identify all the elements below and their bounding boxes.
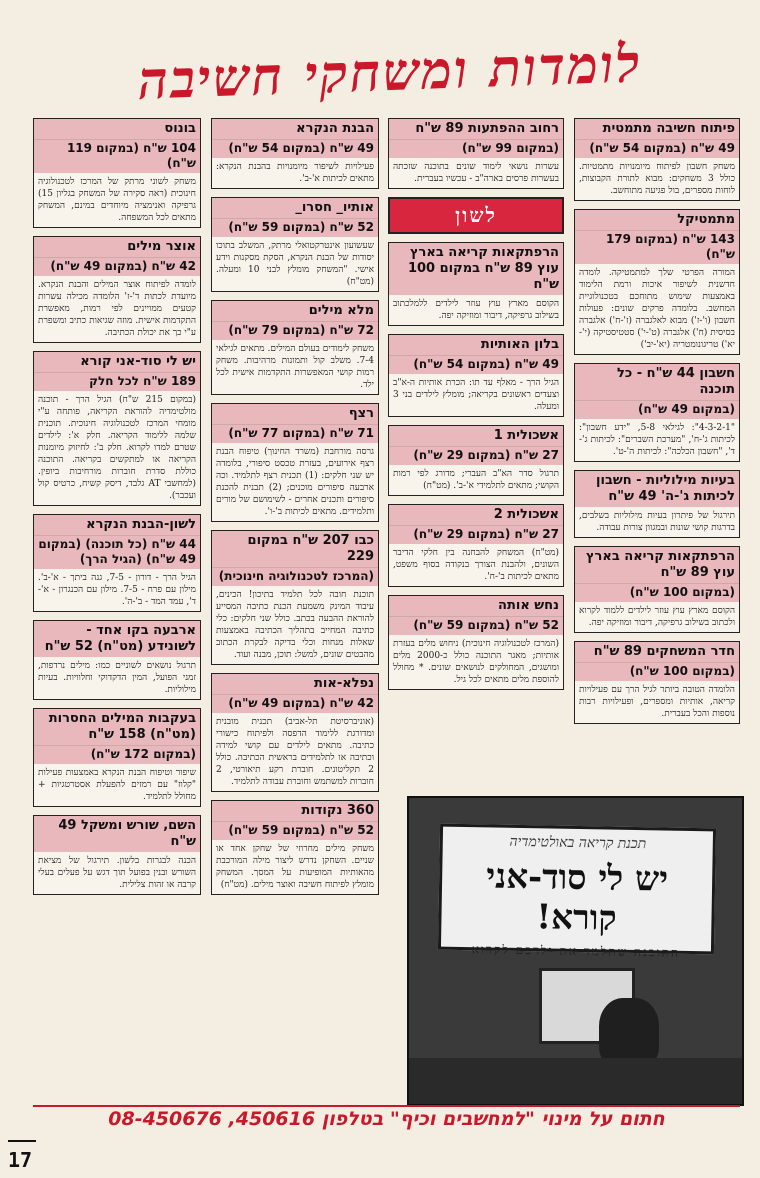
product-title: נחש אותה	[389, 596, 563, 616]
product-card	[33, 351, 201, 506]
product-title: הבנת הנקרא	[212, 119, 378, 139]
product-description: משחק לימודים בעולם המילים. מתאים לגילאי 7-4. משלב קול ותמונות מרהיבות. משחק רמות קושי המאפשרות התקדמות אישית לכל ילד.	[216, 344, 374, 390]
product-description: תרגול סדר הא"ב העברי; מדורג לפי רמות הקושי; מתאים לתלמידי א'-ב'. (מט"ח)	[393, 469, 559, 491]
product-description: (אוניברסיטת תל-אביב) תכנית מובנית ומדורגת ללימוד הדפסה ולפיתוח כישורי כתיבה. מתאים לילדים עם קושי למידה וכתיבה או לתלמידים בראשית הכתיבה. כולל 2 תקליטונים. חוברת רקע תיאורטי, 2 חוברות למשתמש וחוברת עבודה לתלמיד.	[216, 717, 374, 787]
product-description: משחק לשוני מרתק של המרכז לטכנולוגיה חינוכית (ראה סקירה של המשחק בגליון 15) גרפיקה ואנימציה מיוחדים במינם, המשחק מתאים לכל המשפחה.	[38, 177, 196, 223]
product-card	[211, 403, 379, 522]
product-title: יש לי סוד-אני קורא	[34, 352, 200, 372]
product-price: 189 ש"ח לכל חלק	[34, 372, 200, 391]
product-description: גרסה מורחבת (משרד החינוך) טיפוח הבנת רצף אירועים, בעזרת טכסט סיפורי, בלומדה יש שני חלקים: (1) תכנית רצף לתלמיד. וכה ארבעה סיפורים מוכנים; (2) תבנית להכנת סיפורים ותכנים אחרים - לשימושם של מורים ותלמידים. מתאים לכיתות ב'-ו'.	[216, 447, 374, 517]
product-title: בעיות מילוליות - חשבון לכיתות ג'-ה' 49 ש"ח	[575, 471, 739, 507]
product-title: ארבעה בקו אחד - לשונידע (מט"ח) 52 ש"ח	[34, 621, 200, 657]
sign-main-text: יש לי סוד-אני קורא!	[485, 856, 669, 939]
product-card	[574, 546, 740, 633]
column-reading	[388, 118, 564, 690]
product-title: רחוב ההפתעות 89 ש"ח	[389, 119, 563, 139]
page-number-rule	[8, 1140, 36, 1142]
product-description: (המרכז לטכנולוגיה חינוכית) ניחוש מלים בעזרת אותיות; מאגר התוכנה כולל כ-2000 מלים ומושגים, המחולקים לנושאים שונים. * מחולל להוספת מלים מתאים לכל גיל.	[393, 639, 560, 685]
product-description: עשרות נושאי לימוד שונים בתוכנה שזכתה בעשרות פרסים בארה"ב - עכשיו בעברית.	[393, 162, 559, 184]
product-description: המורה הפרטי שלך למתמטיקה. לומדה חדשנית לשיפור איכות ורמת הלימוד באמצעות שימוש מתוחכם בטכנולוגיית המחשב. בלומדה פרקים שונים: פעולות חשבון (ו'-ז') מבוא לאלגברה (ז'-ח') אלגברה בסיסית (ח') אלגברה (ט'-י') סטטיסטיקה (י'-יא') טריגונומטריה (יא'-יב')	[579, 268, 735, 350]
product-title: פיתוח חשיבה מתמטית	[575, 119, 739, 139]
product-title: חשבון 44 ש"ח - כל תוכנה	[575, 364, 739, 400]
product-title: כבו 207 ש"ח במקום 229	[212, 531, 378, 567]
column-language-2	[33, 118, 201, 895]
product-description: הקוסם מארץ עוץ עוזר לילדים ללמוד לקרוא ולכתוב בשילוב גרפיקה, דיבור ומוזיקה יפה.	[579, 606, 735, 628]
product-description: הכנה לבגרות בלשון. תירגול של מציאת השורש ובנין בפועל תוך דגש על פעלים בעלי קרבה או זהות צלילית.	[38, 856, 196, 890]
product-card	[574, 209, 740, 355]
product-title: בונוס	[34, 119, 200, 139]
product-price: 52 ש"ח (במקום 59 ש"ח)	[212, 218, 378, 237]
product-title: 360 נקודות	[212, 801, 378, 821]
product-card	[211, 673, 379, 792]
column-math	[574, 118, 740, 724]
product-title: רצף	[212, 404, 378, 424]
product-price: 52 ש"ח (במקום 59 ש"ח)	[212, 821, 378, 840]
product-title: מלא מילים	[212, 301, 378, 321]
subscription-footer: חתום על מינוי "למחשבים וכיף" בטלפון 450616, 08-450676	[108, 1108, 665, 1130]
product-description: "4-3-2-1": לגילאי 5-8, "ידע חשבון": לכיתות ג'-ח', "מערכת השברים": לכיתות ג'-ד', "חשבון הכלכה": לכיתות ה'-ט'.	[579, 423, 736, 457]
product-description: פעילויות לשיפור מיומנויות בהבנת הנקרא: מתאים לכיתות א'-ב'.	[216, 162, 374, 184]
product-price: (במקום 49 ש"ח)	[575, 400, 739, 419]
product-title: לשון-הבנת הנקרא	[34, 515, 200, 535]
product-description: משחק חשבון לפיתוח מיומנויות מתמטיות. כולל 3 משחקים: מבוא לתורת הקבוצות, לוחות מספרים, בול פגיעה מתוחשב.	[579, 162, 736, 196]
product-price: 42 ש"ח (במקום 49 ש"ח)	[212, 694, 378, 713]
product-card	[33, 620, 201, 700]
product-price: 72 ש"ח (במקום 79 ש"ח)	[212, 321, 378, 340]
product-card	[211, 800, 379, 895]
product-description: לומדה לפיתוח אוצר המילים והבנת הנקרא. מיועדת לכתות ד'-ז' הלומדה מכילה עשרות קטעים ממויינים לפי רמות, מאפשרת התקדמות אישית. מוזה שגיאות כתיב ומשפרת ע"י כך את יכולת הכתיבה.	[38, 280, 196, 338]
product-description: (במקום 215 ש"ח) הגיל הרך - תוכנה מולטימדיה להוראת הקריאה, פותחה ע"י מומחי המרכז לטכנולוגיה חינוכית. תוכנית שלמה ללימוד הקריאה. חלק א': לילדים שטרם למדו לקרוא. חלק ב': לחיזוק מיומנות הקריאה או למתקשים בקריאה. התוכנה כוללת סדרת חוברות מורחיבות ביופין. (למחשבי AT גלבד, דיסק קשיח, כרטיס קול ועכבר).	[38, 395, 197, 501]
product-price: 49 ש"ח (במקום 54 ש"ח)	[212, 139, 378, 158]
column-language	[211, 118, 379, 895]
product-description: משחק מילים מחרוזי של שחקן אחד או שניים. השחקן נדרש ליצור מילה המורכבת מהאותיות המופיעות על המסך. המשחק מומלץ לפיתוח חשיבה ואוצר מילים. (מט"ח)	[216, 844, 374, 890]
product-price: 52 ש"ח (במקום 59 ש"ח)	[389, 616, 563, 635]
desk-shape	[409, 1058, 742, 1104]
product-title: אוצר מילים	[34, 237, 200, 257]
product-description: תרגול נושאים לשוניים כמו: מילים נרדפות, זמני הפועל, המין הדקדוקי וחלוויות. בעיות מילוליות.	[38, 661, 196, 695]
product-price: (במקום 99 ש"ח)	[389, 139, 563, 158]
product-description: שיפור וטיפוח הבנת הנקרא באמצעות פעילות "קלוז" עם רמזים להפעלת אסטרטגיות + מחולל לתלמיד.	[38, 768, 196, 802]
product-description: הגיל הרך - מאלף עד תו: הכרת אותיות ה-א"ב וצעדים ראשונים בקריאה; מומלץ לילדים בני 3 ומעלה.	[393, 378, 559, 412]
product-title: הרפתקאות קריאה בארץ עוץ 89 ש"ח	[575, 547, 739, 583]
product-card	[574, 470, 740, 538]
product-card	[211, 300, 379, 395]
product-price: 27 ש"ח (במקום 29 ש"ח)	[389, 446, 563, 465]
page-title: לומדות ומשחקי חשיבה	[136, 33, 643, 112]
product-card	[574, 363, 740, 462]
product-title: בעקבות המילים החסרות (מט"ח) 158 ש"ח	[34, 709, 200, 745]
product-price: 44 ש"ח (כל תוכנה) (במקום 49 ש"ח) (הגיל הרך)	[34, 535, 200, 569]
product-title: אותיו_ חסרו_	[212, 198, 378, 218]
product-card	[33, 708, 201, 807]
product-description: הלומדה הטובה ביותר לגיל הרך עם פעילויות קריאה, אותיות ומספרים, ופעילויות רבות נוספות והכל בעברית.	[579, 685, 735, 719]
product-price: (במקום 172 ש"ח)	[34, 745, 200, 764]
product-title: בלון האותיות	[389, 335, 563, 355]
product-card	[211, 197, 379, 292]
product-title: מתמטיקל	[575, 210, 739, 230]
product-price: 42 ש"ח (במקום 49 ש"ח)	[34, 257, 200, 276]
product-title: נפלא-אות	[212, 674, 378, 694]
product-card	[33, 236, 201, 343]
product-description: (מט"ח) המשחק להבחנה בין חלקי הדיבר השונים, ולהבנת הצורך בנקודה בסוף משפט, מתאים לכיתות ב'-ח'.	[393, 548, 559, 582]
product-description: תירגול של פיתרון בעיות מילוליות בשלבים, בדרגות קושי שונות ובמגוון צורות עבודה.	[579, 511, 735, 533]
product-card	[388, 595, 564, 690]
product-card	[388, 118, 564, 189]
product-description: הגיל הרך - דורון - 7-5, גנה ביתך - א'-ב'. מילון עם פרח - 7-5. מילון עם הכנגרון - א'-ד', עמד המד - ב'-ה'.	[38, 573, 196, 607]
product-description: הקוסם מארץ עוץ עוזר לילדים ללמלכתוב בשילוב גרפיקה, דיבור ומוזיקה יפה.	[393, 299, 559, 321]
product-price: 49 ש"ח (במקום 54 ש"ח)	[575, 139, 739, 158]
product-price: 49 ש"ח (במקום 54 ש"ח)	[389, 355, 563, 374]
product-price: (במקום 100 ש"ח)	[575, 662, 739, 681]
page-number: 17	[8, 1148, 33, 1172]
advertisement-photo	[407, 796, 744, 1106]
footer-divider	[33, 1105, 740, 1107]
product-card	[211, 530, 379, 665]
product-title: אשכולית 2	[389, 505, 563, 525]
product-price: (במקום 100 ש"ח)	[575, 583, 739, 602]
section-label-language: לשון	[388, 197, 564, 234]
product-price: 71 ש"ח (במקום 77 ש"ח)	[212, 424, 378, 443]
sign-top-text: תכנת קריאה באולטימדיה	[509, 833, 647, 853]
product-title: חדר המשחקים 89 ש"ח	[575, 642, 739, 662]
product-card	[388, 334, 564, 417]
product-price: 27 ש"ח (במקום 29 ש"ח)	[389, 525, 563, 544]
product-card	[33, 514, 201, 612]
product-description: תוכנת חובה לכל תלמיד בתיכון! הכינים, עיבוד המינק משמעת הכנת כתיבה המסייע להוראת ההבעה בכתב. כולל שני חלקים: כלי כתיבה המחייב בתהליך הכתיבה באמצעות שאלות מנחות וכלי בדיקה לבקרת הכתוב מהבטים שונים, למשל: תוכן, מבנה ועוד.	[216, 590, 374, 660]
product-card	[33, 118, 201, 228]
product-card	[388, 504, 564, 587]
product-card	[388, 242, 564, 326]
product-card	[574, 641, 740, 724]
product-description: שעשועון אינטרקטואלי מרתק, המשלב בתוכו יסודות של הבנת הנקרא, הסקת מסקנות וידע אישי. "המשחק מומלץ לבני 10 ומעלה. (מט"ח)	[216, 241, 374, 287]
product-price: (המרכז לטכנולוגיה חינוכית)	[212, 567, 378, 586]
product-card	[574, 118, 740, 201]
sign-sub-text: התוכנה שתלמד את ילדכם לקרוא	[471, 942, 681, 960]
product-card	[388, 425, 564, 496]
product-price: 143 ש"ח (במקום 179 ש"ח)	[575, 230, 739, 264]
product-card	[33, 815, 201, 895]
product-price: 104 ש"ח (במקום 119 ש"ח)	[34, 139, 200, 173]
product-title: אשכולית 1	[389, 426, 563, 446]
photo-sign	[438, 824, 716, 960]
product-title: הרפתקאות קריאה בארץ עוץ 89 ש"ח במקום 100 ש"ח	[389, 243, 563, 295]
product-title: השם, שורש ומשקל 49 ש"ח	[34, 816, 200, 852]
product-card	[211, 118, 379, 189]
